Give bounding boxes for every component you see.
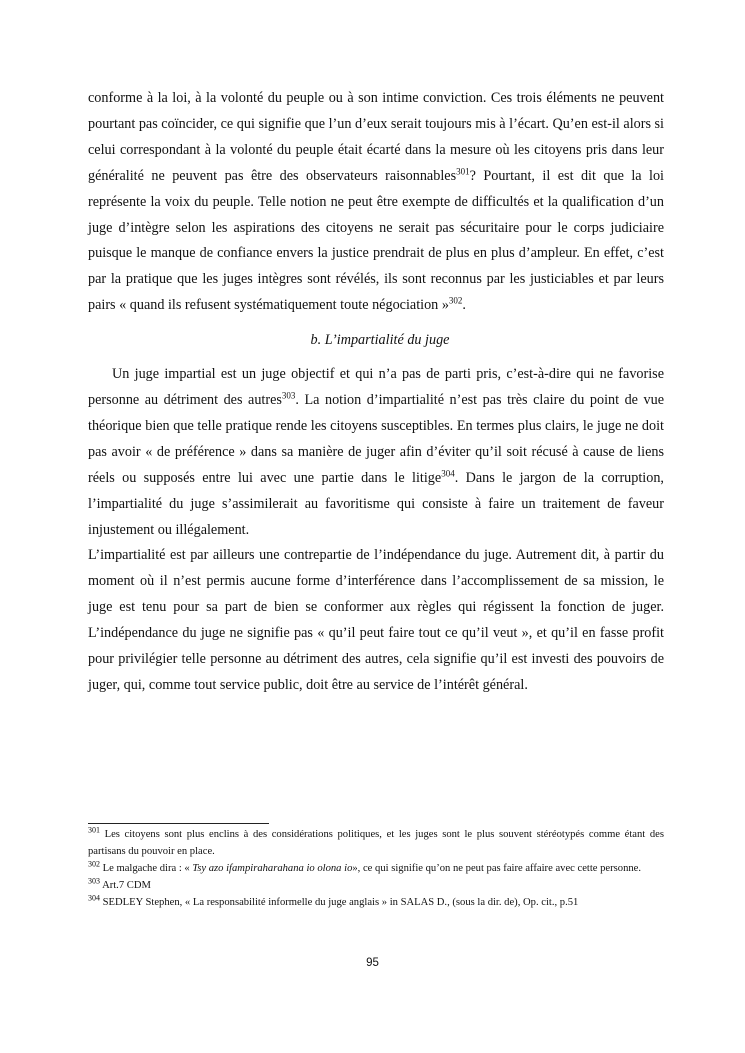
paragraph-2: Un juge impartial est un juge objectif et qui n’a pas de parti pris, c’est-à-dire qui ne favorise personne au détriment des autres$^{303}$. La notion d’impartialité n’est pas très claire du point de vue théorique bien que telle pratique rende les citoyens susceptibles. En termes plus clairs, le juge ne doit pas avoir « de préférence » dans sa manière de juger afin d’éviter qu’il soit récusé à cause de liens réels ou supposés entre lui avec une partie dans le litige$^{304}$. Dans le jargon de la corruption, l’impartialité du juge s’assimilerait au favoritisme qui consiste à faire un traitement de faveur injustement ou illégalement. bbox=[88, 366, 664, 538]
footnote-ref-301[interactable]: 301 bbox=[456, 165, 470, 176]
footnote-ref-304[interactable]: 304 bbox=[441, 467, 455, 478]
footnote-ref-303[interactable]: 303 bbox=[281, 390, 296, 401]
footnote-ref-302[interactable]: 302 bbox=[448, 295, 463, 306]
footnote-304: $^{304}$ SEDLEY Stephen, « La responsabilité informelle du juge anglais » in SALAS D., (sous la dir. de), Op. cit., p.51 bbox=[88, 893, 579, 908]
footnotes bbox=[88, 826, 664, 911]
paragraph-3: L’impartialité est par ailleurs une contrepartie de l’indépendance du juge. Autrement dit, à partir du moment où il n’est permis aucune forme d’interférence dans l’accomplissement de sa mission, le juge est tenu pour sa part de bien se conformer aux règles qui régissent la fonction de juger. L’indépendance du juge ne signifie pas « qu’il peut faire tout ce qu’il veut », et qu’il en fasse profit pour privilégier telle personne au détriment des autres, cela signifie qu’il est investi des pouvoirs de juger, qui, comme tout service public, doit être au service de l’intérêt général. bbox=[88, 547, 664, 693]
footnote-303: $^{303}$ Art.7 CDM bbox=[88, 876, 151, 891]
body-text bbox=[88, 86, 664, 699]
footnote-302: $^{302}$ Le malgache dira : « Tsy azo ifampiraharahana io olona io», ce qui signifie qu’on ne peut pas faire affaire avec cette personne. bbox=[88, 859, 642, 874]
page-number: 95 bbox=[366, 957, 379, 969]
footnote-separator bbox=[88, 823, 269, 824]
section-heading: b. L’impartialité du juge bbox=[310, 332, 450, 349]
footnote-301: $^{301}$ Les citoyens sont plus enclins à des considérations politiques, et les juges sont le plus souvent stéréotypés comme étant des partisans du pouvoir en place. bbox=[88, 825, 664, 857]
paragraph-1: conforme à la loi, à la volonté du peuple ou à son intime conviction. Ces trois éléments ne peuvent pourtant pas coïncider, ce qui signifie que l’un d’eux serait toujours mis à l’écart. Qu’en est-il alors si celui correspondant à la volonté du peuple était écarté dans la mesure où les citoyens pris dans leur généralité ne peuvent pas être des observateurs raisonnables$^{301}$? Pourtant, il est dit que la loi représente la voix du peuple. Telle notion ne peut être exempte de difficultés et la qualification d’un juge d’intègre selon les aspirations des citoyens ne serait pas sécuritaire pour le corps judiciaire puisque le manque de confiance envers la justice prendrait de plus en plus d’ampleur. En effet, c’est par la pratique que les juges intègres sont révélés, ils sont reconnus par les justiciables et par leurs pairs « quand ils refusent systématiquement toute négociation »$^{302}$. bbox=[88, 90, 664, 314]
